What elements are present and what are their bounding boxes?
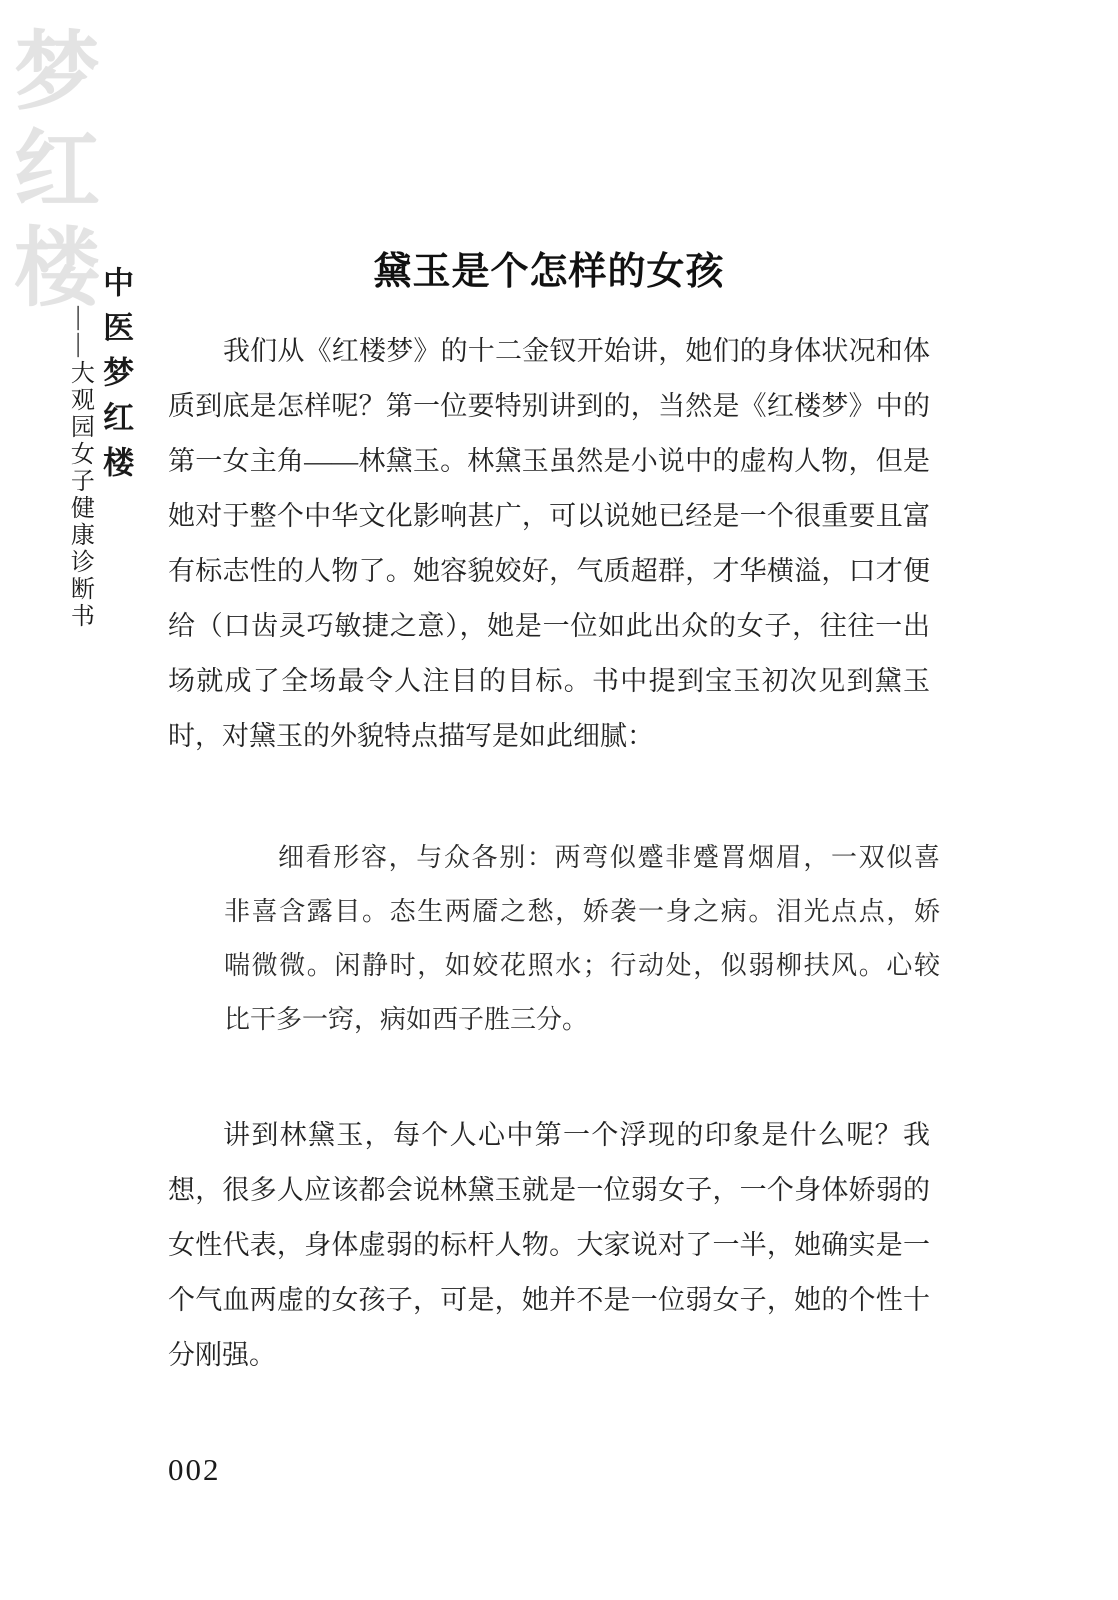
- seal-script-watermark: 梦红楼: [1, 26, 97, 320]
- body-line: 个气血两虚的女孩子，可是，她并不是一位弱女子，她的个性十: [168, 1285, 930, 1315]
- quote-line: 非喜含露目。态生两靥之愁，娇袭一身之病。泪光点点，娇: [224, 897, 940, 926]
- body-line: 第一女主角——林黛玉。林黛玉虽然是小说中的虚构人物，但是: [168, 446, 930, 476]
- body-line: 有标志性的人物了。她容貌姣好，气质超群，才华横溢，口才便: [168, 556, 930, 586]
- body-line: 给（口齿灵巧敏捷之意），她是一位如此出众的女子，往往一出: [168, 611, 930, 641]
- body-line: 讲到林黛玉，每个人心中第一个浮现的印象是什么呢？我: [223, 1120, 930, 1150]
- body-line: 时，对黛玉的外貌特点描写是如此细腻：: [168, 721, 654, 751]
- blockquote-daiyu-description: [224, 831, 940, 1047]
- body-line: 质到底是怎样呢？第一位要特别讲到的，当然是《红楼梦》中的: [168, 391, 930, 421]
- sidebar-series-subtitle: ——大观园女子健康诊断书: [66, 306, 93, 630]
- chapter-title: 黛玉是个怎样的女孩: [373, 251, 725, 294]
- body-line: 她对于整个中华文化影响甚广，可以说她已经是一个很重要且富: [168, 501, 930, 531]
- body-line: 场就成了全场最令人注目的目标。书中提到宝玉初次见到黛玉: [168, 666, 930, 696]
- quote-line: 细看形容，与众各别：两弯似蹙非蹙罥烟眉，一双似喜: [278, 843, 940, 872]
- body-line: 想，很多人应该都会说林黛玉就是一位弱女子，一个身体娇弱的: [168, 1175, 930, 1205]
- page-number: 002: [168, 1452, 221, 1487]
- body-line: 我们从《红楼梦》的十二金钗开始讲，她们的身体状况和体: [223, 336, 930, 366]
- paragraph-commentary: [168, 1108, 930, 1383]
- quote-line: 比干多一窍，病如西子胜三分。: [224, 1005, 589, 1034]
- quote-line: 喘微微。闲静时，如姣花照水；行动处，似弱柳扶风。心较: [224, 951, 940, 980]
- paragraph-intro: [168, 324, 930, 764]
- sidebar-series-title: 中医梦红楼: [98, 266, 134, 491]
- body-line: 分刚强。: [168, 1340, 276, 1370]
- body-line: 女性代表，身体虚弱的标杆人物。大家说对了一半，她确实是一: [168, 1230, 930, 1260]
